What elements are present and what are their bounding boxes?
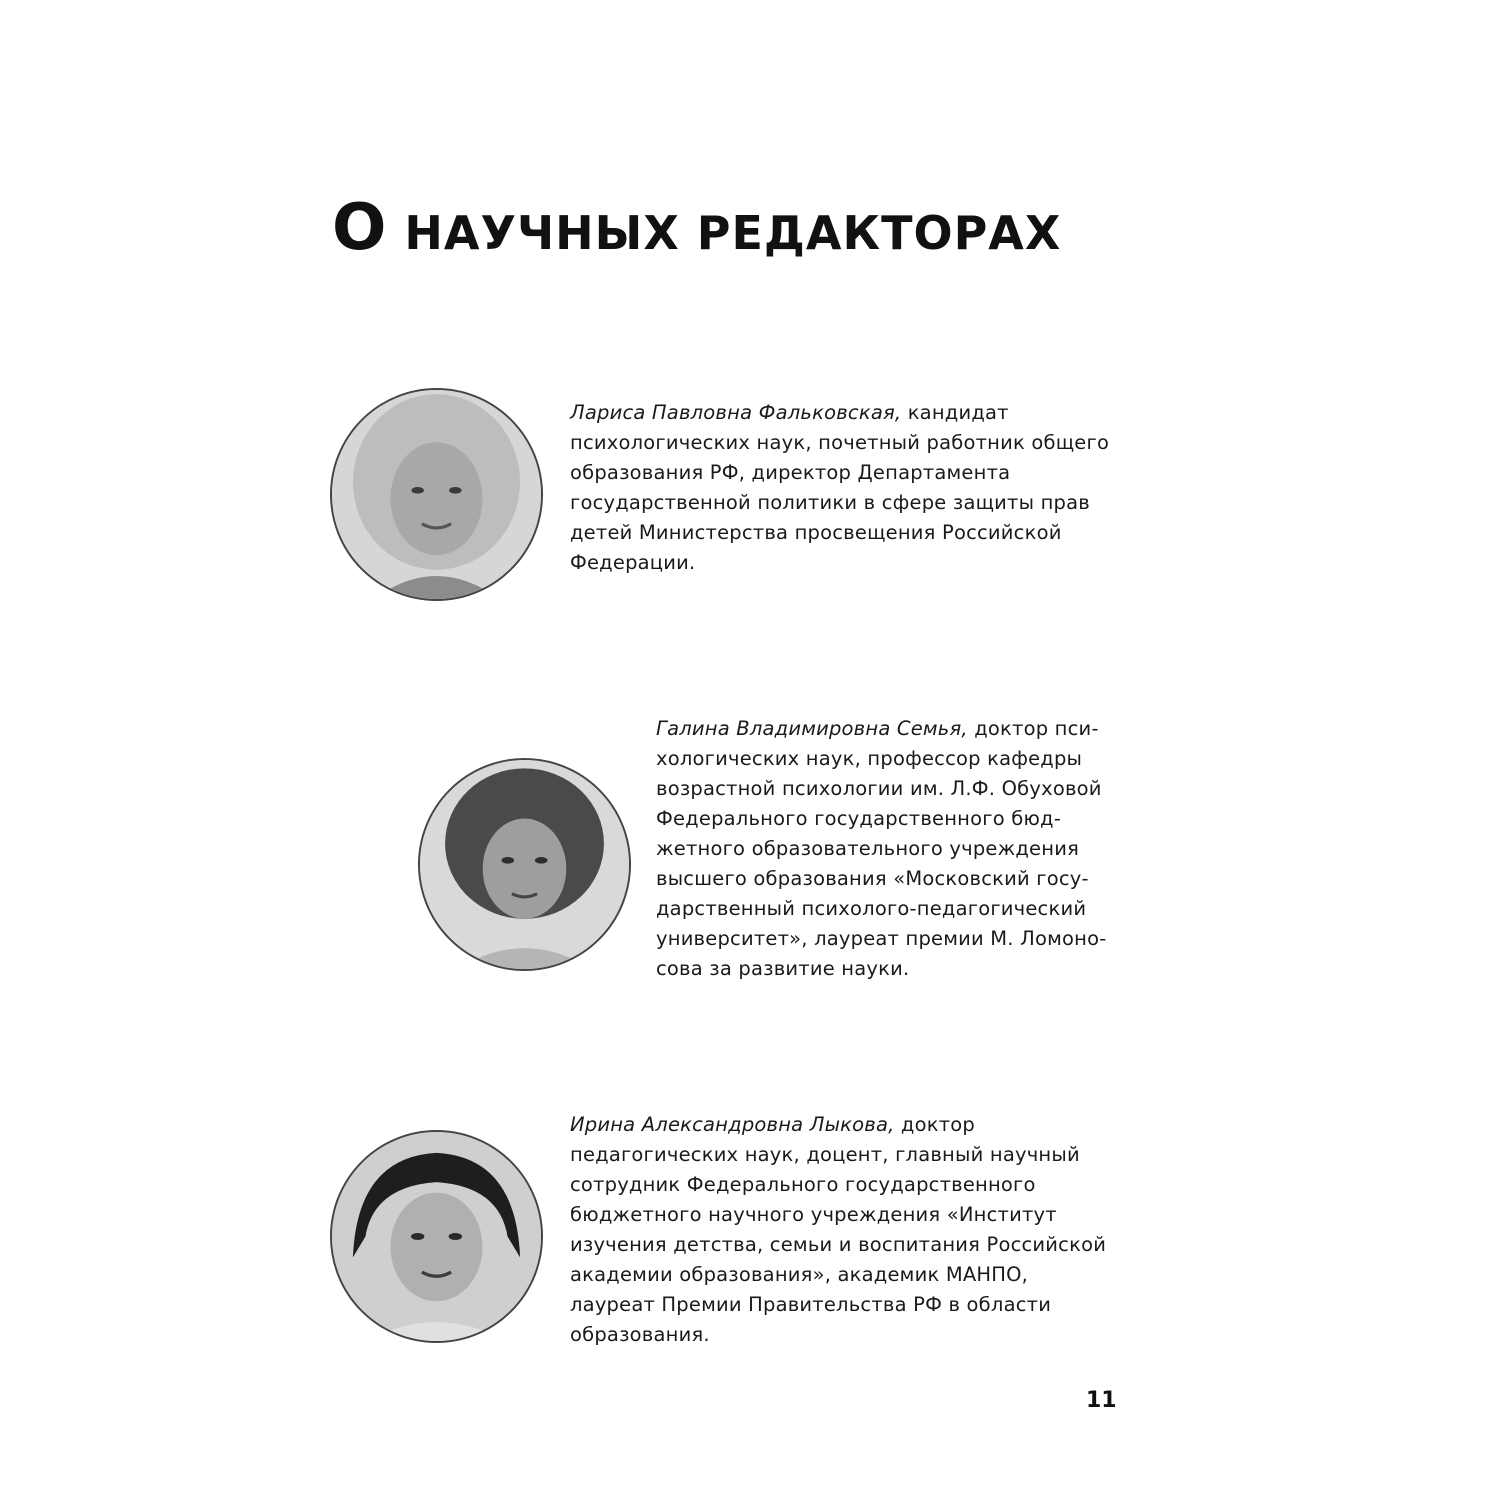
- page-title: [332, 188, 1061, 273]
- page-title-initial: О: [332, 191, 388, 265]
- editor-bio-3: [570, 1110, 1110, 1350]
- editor-name-3: Ирина Александровна Лыкова,: [570, 1113, 895, 1136]
- editor-name-1: Лариса Павловна Фальковская,: [570, 401, 902, 424]
- editor-description-1: кандидат психологических наук, почетный работник общего образования РФ, директор Департамента государственной политики в сфере защиты прав детей Министерства просвещения Российской Федерации.: [570, 401, 1110, 574]
- editor-name-2: Галина Владимировна Семья,: [656, 717, 968, 740]
- editor-description-2: доктор психологических наук, профессор кафедры возрастной психологии им. Л.Ф. Обуховой Федерального государственного бюджетного образовательного учреждения высшего образования «Московский государственный психолого-педагогический университет», лауреат премии М. Ломоносова за развитие науки.: [656, 717, 1107, 980]
- editor-portrait-2: [418, 758, 631, 971]
- editor-description-3: доктор педагогических наук, доцент, главный научный сотрудник Федерального государственного бюджетного научного учреждения «Институт изучения детства, семьи и воспитания Российской академии образования», академик МАНПО, лауреат Премии Правительства РФ в области образования.: [570, 1113, 1107, 1346]
- editor-portrait-1: [330, 388, 543, 601]
- page-title-rest: НАУЧНЫХ РЕДАКТОРАХ: [404, 206, 1062, 260]
- page-number: 11: [1086, 1388, 1117, 1413]
- editor-bio-2: [656, 714, 1126, 984]
- editor-bio-1: [570, 398, 1120, 578]
- editor-portrait-3: [330, 1130, 543, 1343]
